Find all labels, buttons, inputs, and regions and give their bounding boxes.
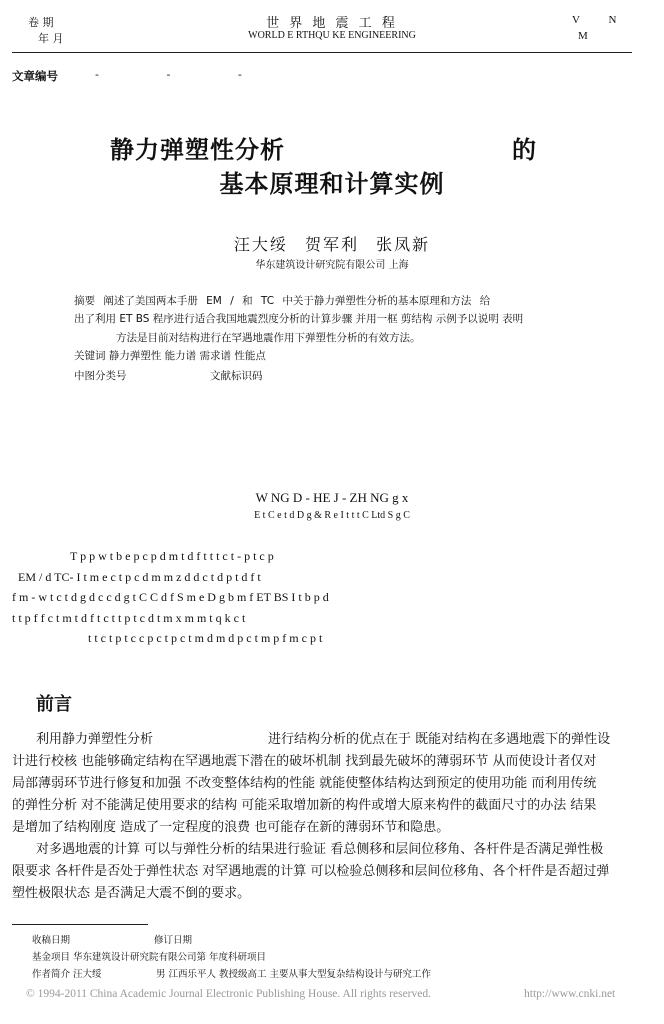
paragraph1-line2: 计进行校核 也能够确定结构在罕遇地震下潜在的破坏机制 找到最先破坏的薄弱环节 从而使设计者仅对 xyxy=(12,754,597,769)
received-date-label: 收稿日期 xyxy=(32,935,71,946)
revised-date-label: 修订日期 xyxy=(154,935,193,946)
paragraph1-line4: 的弹性分析 对不能满足使用要求的结构 可能采取增加新的构件或增大原来构件的截面尺寸的办法 结果 xyxy=(12,798,597,813)
abstract-line3: 方法是目前对结构进行在罕遇地震作用下弹塑性分析的有效方法。 xyxy=(116,332,421,344)
title-line1: 静力弹塑性分析 xyxy=(110,136,285,164)
english-abstract-line1: T p p w t b e p c p d m t d f t t t c t - p t c p xyxy=(70,549,274,563)
english-authors: W NG D - HE J - ZH NG g x xyxy=(255,490,409,505)
author-affiliation: 华东建筑设计研究院有限公司 上海 xyxy=(255,260,409,271)
section-heading: 前言 xyxy=(36,694,72,715)
volume-number-en: V N xyxy=(572,14,617,26)
fund-note: 基金项目 华东建筑设计研究院有限公司第 年度科研项目 xyxy=(32,952,267,963)
document-code-label: 文献标识码 xyxy=(210,370,263,382)
paragraph2-line1: 对多遇地震的计算 可以与弹性分析的结果进行验证 看总侧移和层间位移角、各杆件是否满足弹性极 xyxy=(36,842,604,857)
journal-title-cn: 世 界 地 震 工 程 xyxy=(266,16,398,31)
english-abstract-line2: EM / d TC- I t m e c t p c d m m z d d c t d p t d f t xyxy=(18,570,261,584)
author-names: 汪大绥 贺军利 张凤新 xyxy=(233,235,431,254)
english-abstract-line3: f m - w t c t d g d c c d g t C C d f S m e D g b m f ET BS I t b p d xyxy=(12,590,329,604)
paragraph1-line1-end: 进行结构分析的优点在于 既能对结构在多遇地震下的弹性设 xyxy=(268,732,611,747)
paragraph1-line5: 是增加了结构刚度 造成了一定程度的浪费 也可能存在新的薄弱环节和隐患。 xyxy=(12,820,450,835)
month-en: M xyxy=(578,30,588,42)
volume-issue-label: 卷 期 xyxy=(28,16,54,29)
english-affiliation: E t C e t d D g & R e I t t t C Ltd S g C xyxy=(254,510,410,521)
cnki-link[interactable]: http://www.cnki.net xyxy=(524,988,616,1000)
header-rule xyxy=(12,52,632,53)
author-bio-end: 男 江西乐平人 教授级高工 主要从事大型复杂结构设计与研究工作 xyxy=(156,969,432,980)
english-abstract-line5: t t c t p t c c p c t p c t m d m d p c t m p f m c p t xyxy=(88,631,323,645)
journal-title-en: WORLD E RTHQU KE ENGINEERING xyxy=(248,30,416,41)
paragraph2-line3: 塑性极限状态 是否满足大震不倒的要求。 xyxy=(12,886,251,901)
abstract-line2: 出了利用 ET BS 程序进行适合我国地震烈度分析的计算步骤 并用一框 剪结构 示例予以说明 表明 xyxy=(74,313,524,325)
author-bio-start: 作者简介 汪大绥 xyxy=(32,969,102,980)
paragraph1-line1-start: 利用静力弹塑性分析 xyxy=(36,732,154,747)
keywords: 关键词 静力弹塑性 能力谱 需求谱 性能点 xyxy=(74,350,266,362)
abstract-line1: 摘要 阐述了美国两本手册 EM / 和 TC 中关于静力弹塑性分析的基本原理和方法 给 xyxy=(74,295,491,307)
copyright-notice: © 1994-2011 China Academic Journal Electronic Publishing House. All rights reserved. xyxy=(26,988,431,1000)
title-line2: 基本原理和计算实例 xyxy=(219,170,445,198)
article-id-value: - - - xyxy=(95,68,242,81)
footnote-rule xyxy=(12,924,148,925)
article-id-label: 文章编号 xyxy=(12,69,58,83)
year-month-label: 年 月 xyxy=(38,32,64,45)
paragraph1-line3: 局部薄弱环节进行修复和加强 不改变整体结构的性能 就能使整体结构达到预定的使用功能 而利用传统 xyxy=(12,776,597,791)
paragraph2-line2: 限要求 各杆件是否处于弹性状态 对罕遇地震的计算 可以检验总侧移和层间位移角、各个杆件是否超过弹 xyxy=(12,864,610,879)
classification-label: 中图分类号 xyxy=(74,370,127,382)
english-abstract-line4: t t p f f c t m t d f t c t t p t c d t m x m m t q k c t xyxy=(12,611,246,625)
title-line1-suffix: 的 xyxy=(512,136,537,164)
